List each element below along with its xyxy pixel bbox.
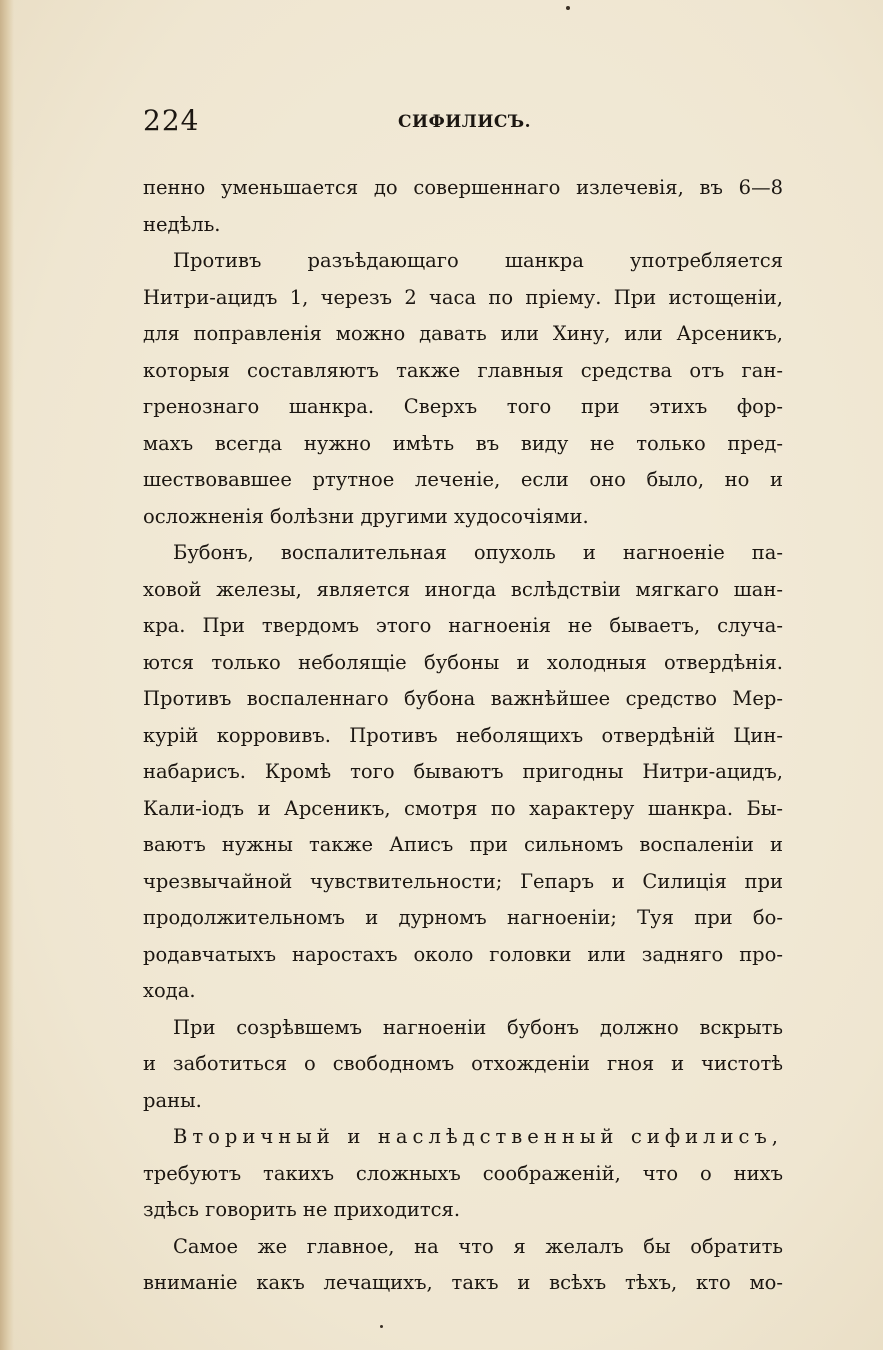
text-line: Противъ разъѣдающаго шанкра употребляется <box>173 249 783 272</box>
text-line: махъ всегда нужно имѣть въ виду не только пред- <box>143 431 783 455</box>
text-line: курій корровивъ. Противъ неболящихъ отвердѣній Цин- <box>143 723 783 747</box>
text-line: Вторичный и наслѣдственный сифилисъ, <box>173 1125 783 1148</box>
text-line: шествовавшее ртутное леченіе, если оно было, но и <box>143 468 783 491</box>
text-line: вниманіе какъ лечащихъ, такъ и всѣхъ тѣхъ, кто мо- <box>143 1271 783 1294</box>
text-line: хода. <box>143 979 196 1002</box>
running-head: СИФИЛИСЪ. <box>398 112 532 132</box>
text-line: ются только неболящіе бубоны и холодныя отвердѣнія. <box>143 650 783 674</box>
page-number: 224 <box>143 104 200 137</box>
text-line: Бубонъ, воспалительная опухоль и нагноеніе па- <box>173 541 783 564</box>
text-line: Кали-іодъ и Арсеникъ, смотря по характеру шанкра. Бы- <box>143 796 783 820</box>
text-line: набарисъ. Кромѣ того бываютъ пригодны Нитри-ацидъ, <box>143 760 783 783</box>
text-line: Противъ воспаленнаго бубона важнѣйшее средство Мер- <box>143 687 783 710</box>
text-line: Нитри-ацидъ 1, черезъ 2 часа по пріему. При истощеніи, <box>143 285 783 309</box>
text-line: родавчатыхъ наростахъ около головки или задняго про- <box>143 942 783 966</box>
text-line: гренознаго шанкра. Сверхъ того при этихъ фор- <box>143 395 783 418</box>
text-line: для поправленія можно давать или Хину, или Арсеникъ, <box>143 322 783 345</box>
text-line: Самое же главное, на что я желалъ бы обратить <box>173 1234 783 1258</box>
text-line: недѣль. <box>143 212 221 236</box>
body-text <box>143 170 783 1302</box>
text-line: продолжительномъ и дурномъ нагноеніи; Туя при бо- <box>143 906 783 929</box>
text-line: которыя составляютъ также главныя средства отъ ган- <box>143 358 783 382</box>
page-binding-edge <box>0 0 14 1350</box>
text-line: здѣсь говорить не приходится. <box>143 1198 461 1221</box>
ink-speck-top <box>566 6 570 10</box>
text-line: ховой железы, является иногда вслѣдствіи мягкаго шан- <box>143 577 783 601</box>
text-line: При созрѣвшемъ нагноеніи бубонъ должно вскрыть <box>173 1015 783 1039</box>
page-header <box>143 104 783 144</box>
text-line: ваютъ нужны также Аписъ при сильномъ воспаленіи и <box>143 833 783 856</box>
text-line: пенно уменьшается до совершеннаго излечевія, въ 6—8 <box>143 176 783 199</box>
text-line: и заботиться о свободномъ отхожденіи гноя и чистотѣ <box>143 1052 783 1075</box>
text-line: осложненія болѣзни другими худосочіями. <box>143 504 589 528</box>
text-line: раны. <box>143 1088 202 1112</box>
text-line: требуютъ такихъ сложныхъ соображеній, что о нихъ <box>143 1161 783 1185</box>
text-line: кра. При твердомъ этого нагноенія не бываетъ, случа- <box>143 614 783 637</box>
text-line: чрезвычайной чувствительности; Гепаръ и Силиція при <box>143 869 783 893</box>
ink-speck-bottom <box>380 1325 383 1328</box>
